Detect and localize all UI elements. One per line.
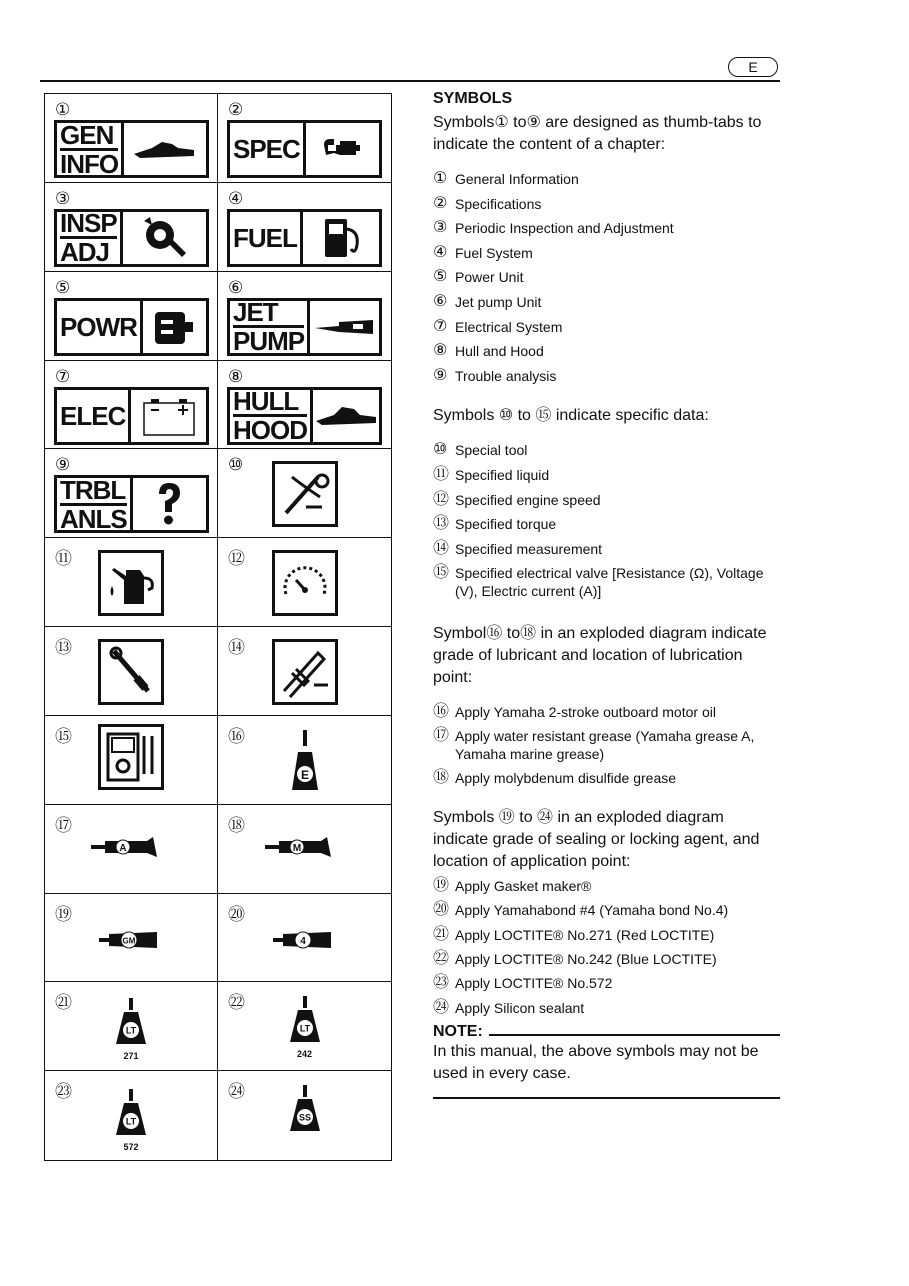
list-item [433, 268, 780, 286]
item-text: Apply Silicon sealant [455, 999, 585, 1016]
list-item [433, 727, 780, 763]
item-number: ⑲ [433, 876, 450, 894]
fuel-pump-icon [319, 215, 363, 261]
jetski-icon [314, 401, 378, 431]
item-number: ⑪ [433, 465, 450, 483]
symbol-number: ⑩ [228, 455, 244, 475]
list-item [433, 195, 780, 213]
item-number: ⑭ [433, 539, 450, 557]
symbol-number: ⑨ [55, 455, 71, 475]
thumb-tab [227, 387, 382, 445]
bottle-caption: 271 [123, 1051, 139, 1062]
thumb-tab [54, 209, 209, 267]
list-item [433, 926, 780, 944]
tab-word: HOOD [233, 415, 307, 445]
symbol-cell [45, 94, 218, 183]
lube-list [433, 703, 780, 787]
tube-label: M [292, 842, 301, 854]
language-badge: E [728, 57, 778, 77]
item-number: ⑨ [433, 366, 448, 384]
symbol-cell [45, 183, 218, 272]
tab-word: JET [233, 297, 278, 328]
item-text: Jet pump Unit [455, 293, 542, 310]
tab-word: TRBL [60, 474, 126, 505]
item-text: Periodic Inspection and Adjustment [455, 220, 674, 237]
seal-list [433, 877, 780, 1017]
oil-bottle-icon [290, 730, 320, 799]
list-item [433, 564, 780, 600]
list-item [433, 769, 780, 787]
symbol-cell [218, 716, 391, 805]
symbol-number: ⑮ [55, 726, 72, 746]
item-text: Hull and Hood [455, 343, 544, 360]
item-text: Apply LOCTITE® No.271 (Red LOCTITE) [455, 926, 715, 943]
list-item [433, 491, 780, 509]
item-number: ⑩ [433, 441, 448, 459]
symbol-number: ⑦ [55, 366, 71, 386]
list-item [433, 877, 780, 895]
jetski-icon [132, 134, 198, 164]
item-number: ⑫ [433, 490, 450, 508]
symbol-cell [45, 361, 218, 450]
list-item [433, 318, 780, 336]
symbol-number: ⑭ [228, 638, 245, 657]
list-item [433, 244, 780, 262]
item-text: Specifications [455, 195, 542, 212]
list-item [433, 999, 780, 1017]
symbol-number: ⑰ [55, 815, 72, 835]
adjust-icon [138, 215, 190, 261]
grease-tube-icon [91, 835, 171, 864]
seal-intro: Symbols ⑲ to ㉔ in an exploded diagram indicate grade of sealing or locking agent, and location of application point: [433, 808, 760, 870]
note-text: In this manual, the above symbols may not be used in every case. [433, 1043, 759, 1083]
symbol-number: ⑱ [228, 815, 245, 835]
engine-icon [151, 304, 197, 350]
sealant-tube-icon [99, 928, 163, 957]
item-text: Specified liquid [455, 466, 550, 483]
symbol-number: ⑪ [55, 549, 72, 569]
symbol-number: ④ [228, 188, 244, 208]
special-tool-icon [272, 461, 338, 527]
thumb-tab [227, 120, 382, 178]
thumb-tab [54, 298, 209, 356]
symbols-description [433, 90, 780, 1099]
item-text: Apply Yamaha 2-stroke outboard motor oil [455, 703, 716, 720]
item-number: ⑥ [433, 292, 448, 310]
item-number: ⑧ [433, 342, 448, 360]
list-item [433, 441, 780, 459]
symbol-number: ⑧ [228, 366, 244, 386]
item-number: ① [433, 170, 448, 187]
torque-wrench-icon [98, 639, 164, 705]
item-number: ③ [433, 219, 448, 237]
bottle-label: LT [299, 1023, 310, 1034]
item-text: Fuel System [455, 244, 533, 261]
item-text: Special tool [455, 442, 528, 459]
thumb-tab [54, 120, 209, 178]
symbol-number: ㉔ [228, 1082, 245, 1102]
symbol-cell [218, 1071, 391, 1160]
tab-word: ADJ [60, 236, 117, 265]
symbol-cell [45, 627, 218, 716]
symbol-number: ⑯ [228, 726, 245, 746]
bottle-label: SS [298, 1112, 311, 1123]
sealant-tube-icon [273, 928, 337, 957]
item-number: ⑰ [433, 726, 450, 744]
symbol-number: ⑲ [55, 904, 72, 924]
item-number: ㉓ [433, 974, 450, 992]
item-number: ⑦ [433, 317, 448, 335]
list-item [433, 367, 780, 385]
symbol-cell [45, 805, 218, 894]
symbol-cell [218, 982, 391, 1071]
item-number: ㉑ [433, 925, 450, 943]
tab-word: INFO [60, 148, 119, 179]
symbol-cell [218, 538, 391, 627]
thumb-tab [227, 209, 382, 267]
lube-intro: Symbol⑯ to⑱ in an exploded diagram indicate grade of lubricant and location of lubrication point: [433, 624, 767, 686]
item-text: Power Unit [455, 269, 524, 286]
tab-word: HULL [233, 386, 299, 416]
item-text: General Information [455, 171, 579, 187]
item-number: ⑱ [433, 768, 450, 786]
tachometer-icon [272, 550, 338, 616]
symbol-cell [45, 1071, 218, 1160]
item-text: Specified measurement [455, 540, 603, 557]
symbol-number: ⑬ [55, 638, 72, 657]
tab-word: SPEC [233, 134, 300, 164]
item-text: Trouble analysis [455, 367, 557, 384]
symbol-cell [218, 894, 391, 983]
intro-paragraph: Symbols① to⑨ are designed as thumb-tabs to indicate the content of a chapter: [433, 114, 762, 153]
jet-pump-icon [313, 314, 377, 340]
tab-word: POWR [60, 311, 137, 342]
tab-word: PUMP [233, 326, 305, 357]
tab-word: FUEL [233, 222, 297, 253]
list-item [433, 515, 780, 533]
symbol-cell [45, 272, 218, 361]
multimeter-icon [98, 724, 164, 790]
bottle-caption: 572 [123, 1142, 139, 1153]
caliper-icon [272, 639, 338, 705]
loctite-bottle-icon [114, 1089, 148, 1152]
symbol-cell [45, 894, 218, 983]
battery-icon [141, 395, 197, 437]
item-number: ④ [433, 243, 448, 261]
wrench-icon [322, 137, 362, 161]
symbol-number: ⑳ [228, 904, 245, 924]
loctite-bottle-icon [114, 998, 148, 1061]
symbol-cell [218, 805, 391, 894]
item-text: Specified electrical valve [Resistance (Ω), Voltage (V), Electric current (A)] [455, 565, 764, 600]
item-text: Specified engine speed [455, 491, 601, 508]
note-header [433, 1023, 780, 1041]
list-item [433, 293, 780, 311]
symbol-number: ② [228, 100, 244, 119]
bottle-label: LT [125, 1025, 137, 1036]
tab-word: INSP [60, 208, 117, 239]
oil-can-icon [98, 550, 164, 616]
symbol-cell [218, 94, 391, 183]
item-number: ⑮ [433, 564, 450, 582]
tab-word: GEN [60, 119, 114, 150]
symbol-number: ⑫ [228, 549, 245, 569]
symbol-cell [45, 982, 218, 1071]
item-number: ㉒ [433, 950, 450, 968]
symbol-cell [218, 272, 391, 361]
symbols-grid [44, 93, 392, 1161]
symbol-number: ㉓ [55, 1082, 72, 1102]
symbol-number: ① [55, 100, 71, 119]
list-item [433, 974, 780, 992]
item-text: Specified torque [455, 516, 557, 533]
list-item [433, 342, 780, 360]
tab-word: ANLS [60, 503, 127, 534]
symbol-cell [45, 538, 218, 627]
item-text: Apply LOCTITE® No.572 [455, 975, 613, 992]
bottle-caption: 242 [296, 1049, 313, 1060]
list-item [433, 170, 780, 188]
bottle-label: E [300, 767, 309, 782]
thumb-tab [54, 475, 209, 533]
item-text: Apply Gasket maker® [455, 877, 592, 894]
list-item [433, 466, 780, 484]
tube-label: A [119, 842, 127, 854]
item-number: ⑤ [433, 268, 448, 286]
item-number: ⑳ [433, 901, 450, 919]
symbol-number: ㉑ [55, 993, 72, 1013]
grease-tube-icon [265, 835, 345, 864]
item-number: ② [433, 194, 448, 212]
tube-label: 4 [299, 935, 306, 947]
item-text: Electrical System [455, 318, 563, 335]
loctite-bottle-icon [288, 1085, 322, 1138]
chapter-list [433, 170, 780, 385]
symbol-number: ⑤ [55, 277, 71, 297]
symbol-cell [218, 183, 391, 272]
thumb-tab [227, 298, 382, 356]
note-end-rule [433, 1097, 780, 1099]
note-rule [489, 1034, 780, 1036]
section-title: SYMBOLS [433, 90, 513, 107]
list-item [433, 219, 780, 237]
list-item [433, 950, 780, 968]
item-text: Apply LOCTITE® No.242 (Blue LOCTITE) [455, 951, 717, 968]
specific-list [433, 441, 780, 600]
symbol-number: ㉒ [228, 993, 245, 1013]
list-item [433, 540, 780, 558]
symbol-cell [218, 627, 391, 716]
header-rule [40, 80, 780, 82]
symbol-number: ③ [55, 188, 71, 208]
symbol-cell [218, 449, 391, 538]
specific-intro: Symbols ⑩ to ⑮ indicate specific data: [433, 407, 709, 425]
loctite-bottle-icon [288, 996, 322, 1059]
item-number: ⑯ [433, 702, 450, 720]
list-item [433, 901, 780, 919]
thumb-tab [54, 387, 209, 445]
tube-label: GM [122, 936, 136, 945]
item-text: Apply water resistant grease (Yamaha grease A, Yamaha marine grease) [455, 727, 755, 762]
list-item [433, 703, 780, 721]
symbol-number: ⑥ [228, 277, 244, 297]
symbol-cell [45, 449, 218, 538]
bottle-label: LT [125, 1116, 137, 1127]
item-number: ⑬ [433, 515, 450, 533]
symbol-cell [45, 716, 218, 805]
item-text: Apply molybdenum disulfide grease [455, 769, 677, 786]
question-icon [154, 480, 184, 528]
item-number: ㉔ [433, 998, 450, 1016]
tab-word: ELEC [60, 400, 126, 431]
symbol-cell [218, 361, 391, 450]
note-label: NOTE: [433, 1023, 483, 1041]
item-text: Apply Yamahabond #4 (Yamaha bond No.4) [455, 902, 729, 919]
